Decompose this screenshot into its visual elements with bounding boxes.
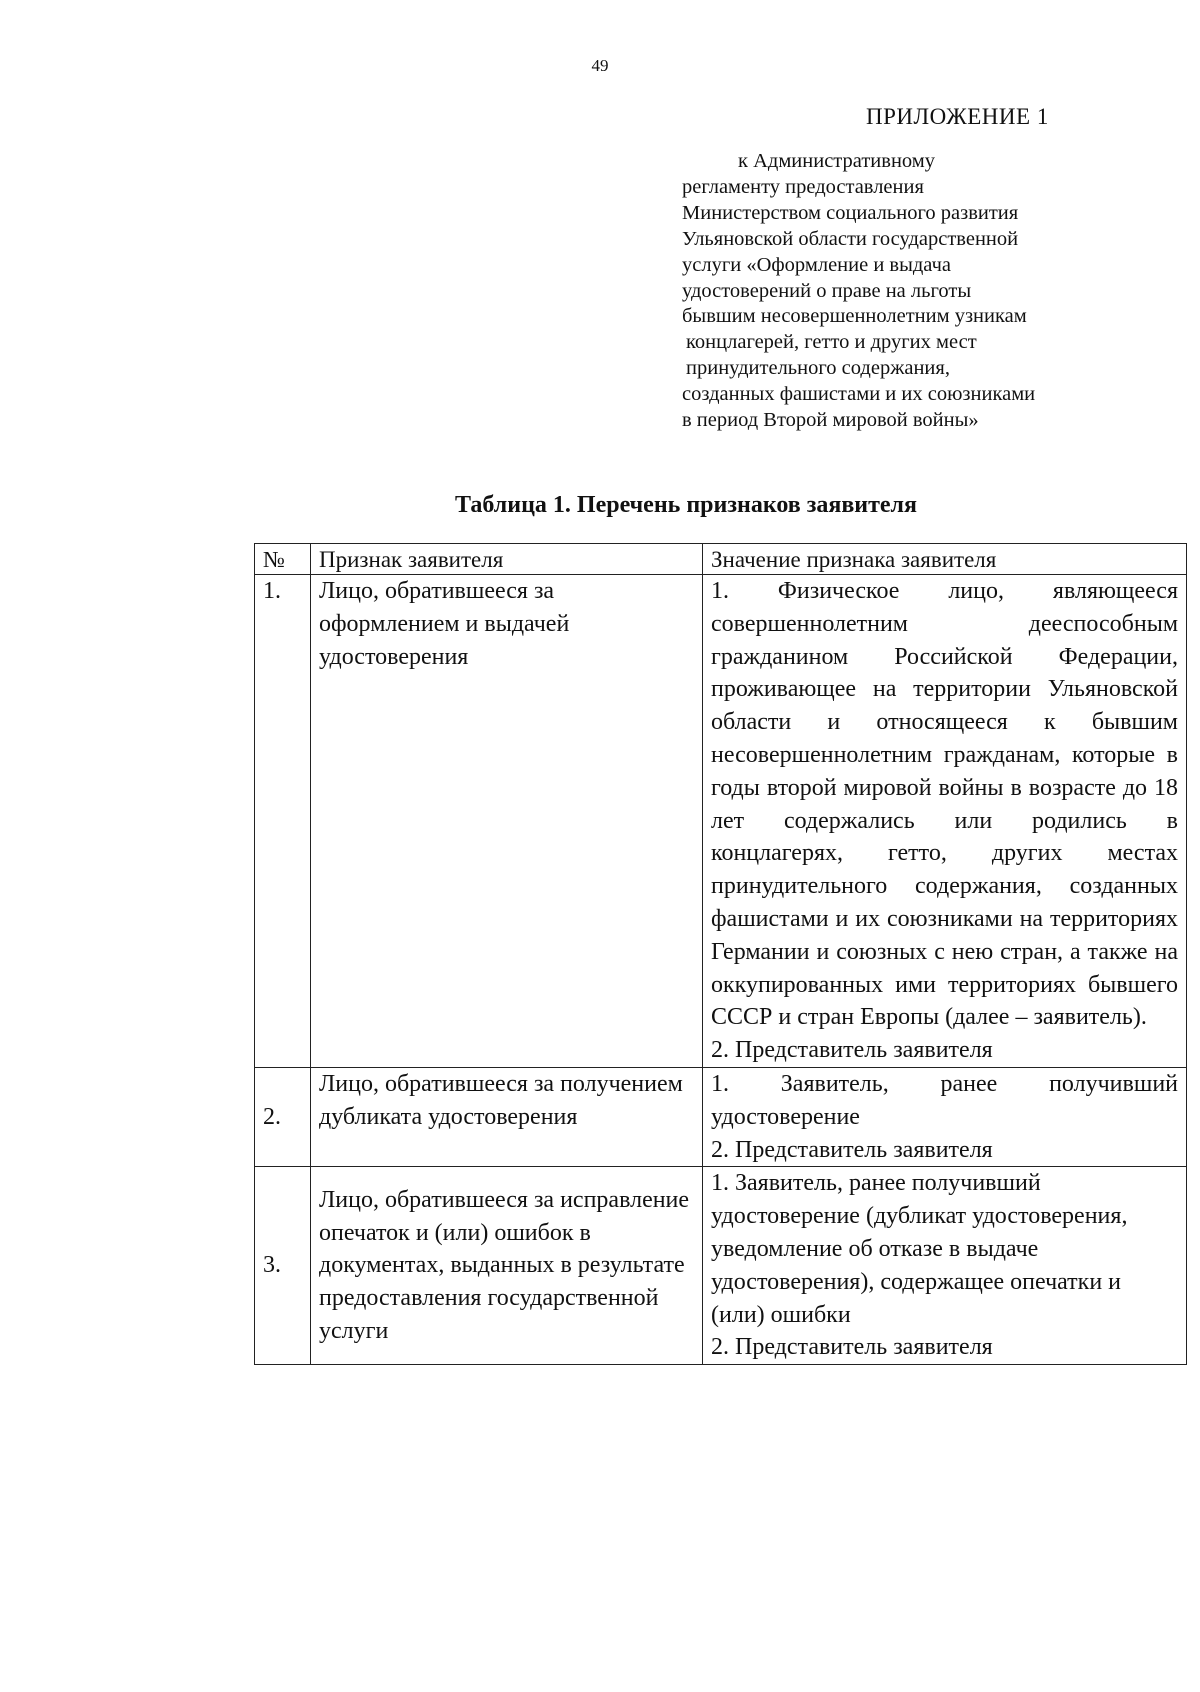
table-row (255, 575, 1187, 1068)
row-sign: Лицо, обратившееся за оформлением и выдачей удостоверения (311, 575, 703, 1068)
row-value (703, 1067, 1187, 1166)
appendix-subtitle (682, 149, 1178, 434)
table-header-row (255, 544, 1187, 575)
appendix-line: услуги «Оформление и выдача (682, 253, 951, 276)
appendix-line: созданных фашистами и их союзниками (682, 383, 1036, 406)
page-number: 49 (591, 56, 609, 75)
row-value-item: 2. Представитель заявителя (711, 1334, 993, 1361)
row-value (703, 575, 1187, 1068)
appendix-line: Ульяновской области государственной (682, 227, 1019, 250)
row-value-item: 2. Представитель заявителя (711, 1136, 993, 1163)
appendix-line: концлагерей, гетто и других мест (686, 331, 977, 354)
appendix-line: удостоверений о праве на льготы (682, 279, 972, 302)
header-num: № (255, 544, 311, 575)
row-value (703, 1167, 1187, 1365)
appendix-line: принудительного содержания, (686, 357, 950, 380)
table-title: Таблица 1. Перечень признаков заявителя (454, 492, 918, 518)
row-sign: Лицо, обратившееся за исправление опечаток и (или) ошибок в документах, выданных в результате предоставления государственной услуги (311, 1167, 703, 1365)
row-value-item: 1. Заявитель, ранее получивший удостоверение (711, 1070, 1178, 1130)
header-value: Значение признака заявителя (703, 544, 1187, 575)
appendix-line: бывшим несовершеннолетним узникам (682, 305, 1027, 328)
row-num: 1. (255, 575, 311, 1068)
appendix-line: к Административному (738, 150, 935, 172)
row-value-item: 2. Представитель заявителя (711, 1037, 993, 1064)
row-sign: Лицо, обратившееся за получением дубликата удостоверения (311, 1067, 703, 1166)
appendix-line: регламенту предоставления (682, 175, 924, 198)
applicant-signs-table (254, 543, 1187, 1365)
header-sign: Признак заявителя (311, 544, 703, 575)
table-row (255, 1067, 1187, 1166)
row-num: 3. (255, 1167, 311, 1365)
appendix-title: ПРИЛОЖЕНИЕ 1 (866, 104, 1049, 129)
row-value-item: 1. Физическое лицо, являющееся совершеннолетним дееспособным гражданином Российской Федерации, проживающее на территории Ульяновской области и относящееся к бывшим несовершеннолетним гражданам, которые в годы второй мировой войны в возрасте до 18 лет содержались или родились в концлагерях, гетто, других местах принудительного содержания, созданных фашистами и их союзниками на территориях Германии и союзных с нею стран, а также на оккупированных ими территориях бывшего СССР и стран Европы (далее – заявитель). (711, 578, 1178, 1031)
appendix-line: в период Второй мировой войны» (682, 409, 979, 432)
table-row (255, 1167, 1187, 1365)
row-value-item: 1. Заявитель, ранее получивший удостоверение (дубликат удостоверения, уведомление об отказе в выдаче удостоверения), содержащее опечатки и (или) ошибки (711, 1170, 1128, 1328)
appendix-line: Министерством социального развития (682, 201, 1019, 224)
row-num: 2. (255, 1067, 311, 1166)
